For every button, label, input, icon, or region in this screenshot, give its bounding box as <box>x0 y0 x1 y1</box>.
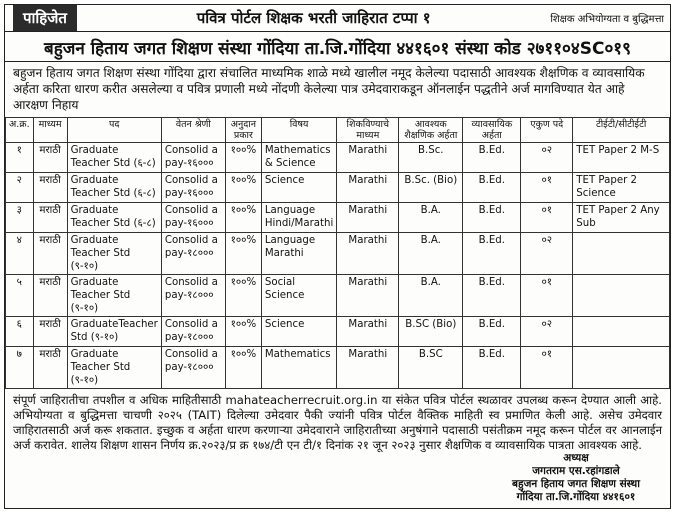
table-cell: १००% <box>225 143 261 173</box>
table-cell <box>573 233 670 275</box>
table-cell: मराठी <box>33 173 67 203</box>
table-cell: Graduate Teacher Std (६-८) <box>67 143 161 173</box>
column-header: व्यावसायिक अर्हता <box>463 118 521 143</box>
table-cell: मराठी <box>33 233 67 275</box>
table-cell: १००% <box>225 233 261 275</box>
signature-block <box>512 452 640 504</box>
table-cell: Science <box>261 317 336 347</box>
table-cell: Mathematics & Science <box>261 143 336 173</box>
column-header: एकुण पदे <box>521 118 573 143</box>
table-row <box>6 173 670 203</box>
column-header: वेतन श्रेणी <box>161 118 225 143</box>
table-cell: Language Marathi <box>261 233 336 275</box>
table-cell: GraduateTeacher Std (९-१०) <box>67 317 161 347</box>
table-cell <box>573 317 670 347</box>
column-header: अनुदान प्रकार <box>225 118 261 143</box>
table-cell: B.A. <box>399 233 463 275</box>
table-cell: ३ <box>6 203 34 233</box>
table-cell: Consolid a pay-१८००० <box>161 317 225 347</box>
table-cell: ६ <box>6 317 34 347</box>
table-cell: १००% <box>225 317 261 347</box>
table-cell: B.Sc. <box>399 143 463 173</box>
table-header-row <box>6 118 670 143</box>
table-cell: ०१ <box>521 347 573 389</box>
table-row <box>6 275 670 317</box>
table-cell: B.A. <box>399 275 463 317</box>
table-cell <box>573 347 670 389</box>
intro-paragraph: बहुजन हिताय जगत शिक्षण संस्था गोंदिया द्वारा संचालित माध्यमिक शाळे मध्ये खालील नमूद केलेल्या पदासाठी आवश्यक शैक्षणिक व व्यावसायिक अर्हता करिता धारण करीत असलेल्या व पवित्र प्रणाली मध्ये नोंदणी केलेल्या पात्र उमेदवाराकडून ऑनलाईन पद्धतीने अर्ज मागविण्यात येत आहे आरक्षण निहाय <box>13 66 645 112</box>
signature-name: जगतराम एस.रहांगडाले <box>532 465 620 477</box>
table-cell: Graduate Teacher Std (९-१०) <box>67 233 161 275</box>
table-cell: Science <box>261 173 336 203</box>
tagline: शिक्षक अभियोग्यता व बुद्धिमत्ता <box>550 14 664 25</box>
column-header: शिकविण्याचे माध्यम <box>337 118 399 143</box>
table-cell: १००% <box>225 203 261 233</box>
table-cell: Consolid a pay-१६००० <box>161 143 225 173</box>
header-bar <box>5 5 670 32</box>
column-header: अ.क्र. <box>6 118 34 143</box>
advertisement <box>4 4 671 509</box>
table-cell: मराठी <box>33 347 67 389</box>
signature-address: गोंदिया ता.जि.गोंदिया ४४१६०१ <box>516 491 636 503</box>
column-header: माध्यम <box>33 118 67 143</box>
table-cell: B.SC <box>399 347 463 389</box>
column-header: विषय <box>261 118 336 143</box>
table-cell: Graduate Teacher Std (९-१०) <box>67 275 161 317</box>
table-row <box>6 143 670 173</box>
table-body <box>6 143 670 389</box>
table-cell: ०१ <box>521 203 573 233</box>
table-cell: ४ <box>6 233 34 275</box>
table-cell: B.Ed. <box>463 233 521 275</box>
table-cell: B.A. <box>399 203 463 233</box>
table-cell: ५ <box>6 275 34 317</box>
table-cell: ७ <box>6 347 34 389</box>
table-cell: Graduate Teacher Std (६-८) <box>67 173 161 203</box>
table-cell: ०२ <box>521 233 573 275</box>
table-cell: Marathi <box>337 173 399 203</box>
table-cell: TET Paper 2 M-S <box>573 143 670 173</box>
table-cell: ०१ <box>521 275 573 317</box>
table-cell: B.Sc. (Bio) <box>399 173 463 203</box>
table-row <box>6 347 670 389</box>
table-cell: TET Paper 2 Science <box>573 173 670 203</box>
table-cell: B.Ed. <box>463 143 521 173</box>
table-cell: मराठी <box>33 317 67 347</box>
table-cell: TET Paper 2 Any Sub <box>573 203 670 233</box>
page-title: पवित्र पोर्टल शिक्षक भरती जाहिरात टप्पा १ <box>196 9 431 27</box>
vacancy-table <box>5 117 670 389</box>
table-cell: Marathi <box>337 275 399 317</box>
table-cell: Marathi <box>337 203 399 233</box>
table-cell: मराठी <box>33 203 67 233</box>
table-cell: मराठी <box>33 143 67 173</box>
table-cell: Social Science <box>261 275 336 317</box>
table-cell: Language Hindi/Marathi <box>261 203 336 233</box>
table-cell: B.Ed. <box>463 347 521 389</box>
table-cell: B.SC (Bio) <box>399 317 463 347</box>
table-cell: १ <box>6 143 34 173</box>
table-cell: B.Ed. <box>463 317 521 347</box>
table-cell <box>573 275 670 317</box>
table-row <box>6 203 670 233</box>
table-cell: Consolid a pay-१६००० <box>161 203 225 233</box>
table-cell: ०२ <box>521 143 573 173</box>
column-header: टीईटी/सीटीईटी <box>573 118 670 143</box>
table-cell: १००% <box>225 173 261 203</box>
column-header: पद <box>67 118 161 143</box>
column-header: आवश्यक शैक्षणिक अर्हता <box>399 118 463 143</box>
table-cell: मराठी <box>33 275 67 317</box>
table-cell: ०२ <box>521 317 573 347</box>
table-cell: Consolid a pay-१६००० <box>161 173 225 203</box>
table-row <box>6 233 670 275</box>
table-cell: Marathi <box>337 347 399 389</box>
table-row <box>6 317 670 347</box>
table-cell: Graduate Teacher Std (९-१०) <box>67 347 161 389</box>
footer-paragraph: संपूर्ण जाहिरातीचा तपशील व अधिक माहितीसाठी mahateacherrecruit.org.in या संकेत पवित्र पोर्टल स्थळावर उपलब्ध करून देण्यात आली आहे. अभियोग्यता व बुद्धिमत्ता चाचणी २०२५ (TAIT) दिलेल्या उमेदवार पैकी ज्यांनी पवित्र पोर्टल वैक्तिक माहिती स्व प्रमाणित केली आहे. असेच उमेदवार जाहिरातसाठी अर्ज करू शकतात. इच्छुक व अर्हता धारण करणाऱ्या उमेदवाराने जाहिरातीच्या अनुषंगाने पदासाठी पसंतीक्रम नमूद करून पोर्टल वर आनलाईन अर्ज करावेत. शालेय शिक्षण शासन निर्णय क्र.२०२३/प्र क्र १७४/टी एन टी/१ दिनांक २१ जून २०२३ नुसार शैक्षणिक व व्यावसायिक पात्रता आवश्यक आहे. <box>13 393 662 452</box>
table-cell: २ <box>6 173 34 203</box>
table-cell: १००% <box>225 347 261 389</box>
signature-role: अध्यक्ष <box>563 452 589 464</box>
table-cell: ०१ <box>521 173 573 203</box>
institution-title: बहुजन हिताय जगत शिक्षण संस्था गोंदिया ता.जि.गोंदिया ४४१६०१ संस्था कोड २७११०४SC०१९ <box>5 32 670 62</box>
table-cell: Consolid a pay-१८००० <box>161 275 225 317</box>
wanted-badge: पाहिजेत <box>13 5 77 31</box>
table-cell: B.Ed. <box>463 203 521 233</box>
table-cell: Graduate Teacher Std (६-८) <box>67 203 161 233</box>
signature-org: बहुजन हिताय जगत शिक्षण संस्था <box>512 478 640 490</box>
table-cell: Consolid a pay-१८००० <box>161 347 225 389</box>
table-cell: Marathi <box>337 233 399 275</box>
table-cell: B.Ed. <box>463 173 521 203</box>
table-cell: Consolid a pay-१८००० <box>161 233 225 275</box>
table-cell: Marathi <box>337 143 399 173</box>
table-cell: Marathi <box>337 317 399 347</box>
table-cell: Mathematics <box>261 347 336 389</box>
table-cell: B.Ed. <box>463 275 521 317</box>
table-cell: १००% <box>225 275 261 317</box>
